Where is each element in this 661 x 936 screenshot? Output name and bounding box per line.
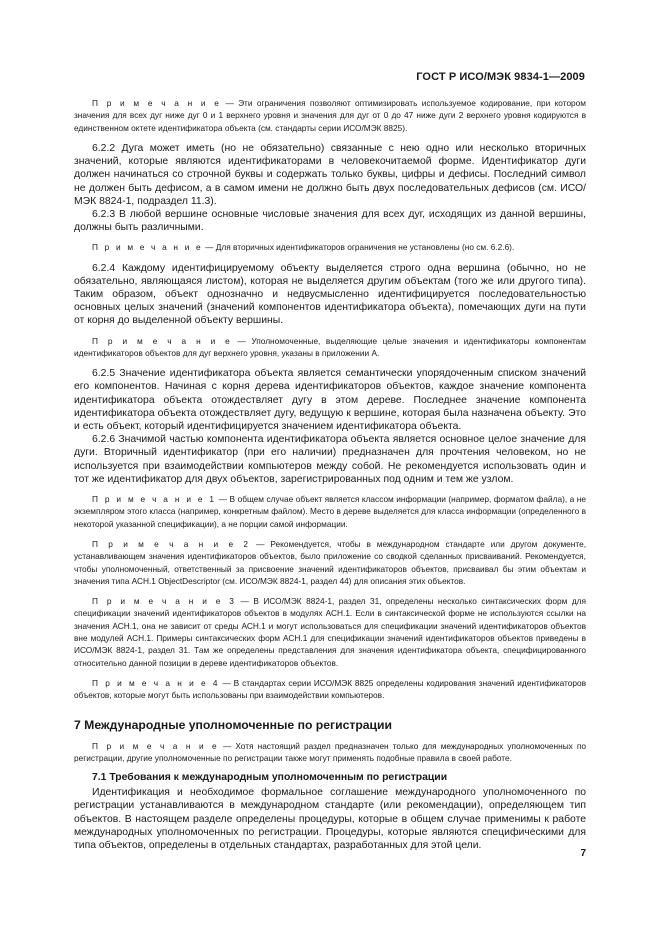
note-2	[74, 538, 586, 587]
note-text: — Для вторичных идентификаторов ограничения не установлены (но см. 6.2.6).	[202, 242, 515, 253]
paragraph-7-1: Идентификация и необходимое формальное соглашение международного уполномоченного по регистрации устанавливаются в международном стандарте (или рекомендации), определяющем тип объектов. В настоящем разделе определены процедуры, которые в общем случае применимы к работе международных уполномоченных по регистрации. Процедуры, которые являются специфическими для типа объектов, определены в отдельных стандартах, разработанных для этой цели.	[74, 787, 586, 851]
note-secondary-identifiers	[74, 241, 586, 253]
note-text: — Хотя настоящий раздел предназначен только для международных уполномоченных по регистрации, другие уполномоченные по регистрации также могут применять подобные правила в своей работе.	[74, 740, 586, 763]
note-label: П р и м е ч а н и е 1	[92, 494, 217, 505]
section-7-heading: 7 Международные уполномоченные по регистрации	[74, 717, 393, 732]
note-text: — Уполномоченные, выделяющие целые значения и идентификаторы компонентам идентификаторов объектов для дуг верхнего уровня, указаны в приложении А.	[74, 335, 586, 358]
paragraph-6-2-3: 6.2.3 В любой вершине основные числовые значения для всех дуг, исходящих из данной вершины, должны быть различными.	[74, 208, 586, 234]
note-label: П р и м е ч а н и е	[92, 335, 232, 346]
note-label: П р и м е ч а н и е 4	[92, 677, 220, 688]
note-4	[74, 677, 586, 702]
note-label: П р и м е ч а н и е 2	[92, 538, 251, 549]
note-label: П р и м е ч а н и е	[92, 242, 203, 253]
note-3	[74, 595, 586, 669]
note-text: — Рекомендуется, чтобы в международном стандарте или другом документе, устанавливающем значения идентификаторов объектов, было приложение со сводкой сделанных присваиваний. Рекомендуется, чтобы уполномоченный, ответственный за присвоение значений идентификаторов объектов, присваивал бы этим объектам и значения типа АСН.1 ObjectDescriptor (см. ИСО/МЭК 8824-1, раздел 44) для описания этих объектов.	[74, 538, 586, 586]
running-header: ГОСТ Р ИСО/МЭК 9834-1—2009	[416, 71, 585, 83]
note-label: П р и м е ч а н и е	[92, 98, 222, 108]
section-7-note	[74, 740, 586, 765]
note-authorities	[74, 335, 586, 360]
paragraph-6-2-2: 6.2.2 Дуга может иметь (но не обязательно) связанные с нею одно или несколько вторичных значений, которые являются идентификаторами в человекочитаемой форме. Идентификатор дуги должен начинаться со строчной буквы и содержать только буквы, цифры и дефисы. Последний символ не должен быть дефисом, а в самом имени не должно быть двух последовательных дефисов (см. ИСО/МЭК 8824-1, подраздел 11.3).	[74, 142, 586, 207]
note-text: — В общем случае объект является классом информации (например, форматом файла), а не экземпляром этого класса (например, конкретным файлом). Место в дереве выделяется для класса информации (определенного в некоторой указанной спецификации), а не порции самой информации.	[74, 494, 586, 529]
note-constraints	[74, 97, 586, 134]
note-text: — В ИСО/МЭК 8824-1, раздел 31, определены несколько синтаксических форм для спецификации значений идентификаторов объектов в модулях АСН.1. Если в синтаксической форме не используются ссылки на значения АСН.1, она не зависит от среды АСН.1 и могут использоваться для спецификации значений идентификаторов объектов вне модулей АСН.1. Примеры синтаксических форм АСН.1 для спецификации значений идентификаторов объектов приведены в ИСО/МЭК 8824-1, раздел 31. Там же определены представления для значения идентификатора объекта, специфицированного относительно данной позиции в дереве идентификаторов объектов.	[74, 596, 586, 668]
note-label: П р и м е ч а н и е	[92, 740, 219, 751]
page-number: 7	[580, 848, 586, 859]
note-1	[74, 493, 586, 530]
paragraph-6-2-5: 6.2.5 Значение идентификатора объекта является семантически упорядоченным списком значений его компонентов. Начиная с корня дерева идентификаторов объектов, каждое значение компонента идентификатора объекта отождествляет дугу в этом дереве. Последнее значение компонента идентификатора объекта отождествляет дугу, ведущую к вершине, которая была назначена объекту. Это и есть объект, который идентифицируется значением идентификатора объекта.	[74, 368, 586, 433]
paragraph-6-2-4: 6.2.4 Каждому идентифицируемому объекту выделяется строго одна вершина (обычно, но не обязательно, являющаяся листом), которая не выделяется другим объектам (того же или другого типа). Таким образом, объект однозначно и недвусмысленно идентифицируется последовательностью основных целых значений (значений компонентов идентификатора объекта), помечающих дуги на пути от корня до выделенной объекту вершины.	[74, 262, 586, 327]
document-body	[74, 97, 586, 852]
note-text: — В стандартах серии ИСО/МЭК 8825 определены кодирования значений идентификаторов объектов, которые могут быть использованы при взаимодействии компьютеров.	[74, 677, 587, 701]
note-label: П р и м е ч а н и е 3	[92, 596, 237, 607]
note-text: — Эти ограничения позволяют оптимизировать используемое кодирование, при котором значения для всех дуг ниже дуг 0 и 1 верхнего уровня и значения для дуг от 0 до 47 ниже дуги 2 верхнего уровня кодируются в единственном октете идентификатора объекта (см. стандарты серии ИСО/МЭК 8825).	[74, 98, 586, 133]
paragraph-6-2-6: 6.2.6 Значимой частью компонента идентификатора объекта является основное целое значение для дуги. Вторичный идентификатор (при его наличии) предназначен для прочтения человеком, но не используется при взаимодействии компьютеров между собой. Не рекомендуется использовать один и тот же идентификатор для двух объектов, зарегистрированных под одним и тем же узлом.	[74, 434, 586, 485]
subsection-7-1-heading: 7.1 Требования к международным уполномоченным по регистрации	[92, 772, 448, 784]
